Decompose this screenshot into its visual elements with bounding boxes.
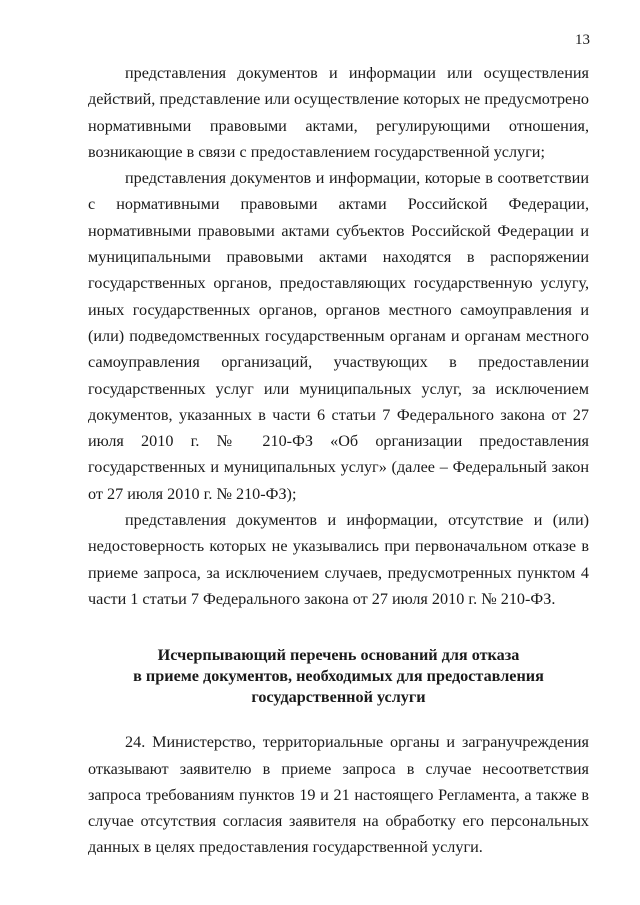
paragraph-documents-in-possession: представления документов и информации, которые в соответствии с нормативными правовыми актами Российской Федерации, нормативными правовыми актами субъектов Российской Федерации и муниципальными правовыми актами находятся в распоряжении государственных органов, предоставляющих государственную услугу, иных государственных органов, органов местного самоуправления и (или) подведомственных государственным органам и органам местного самоуправления организаций, участвующих в предоставлении государственных услуг или муниципальных услуг, за исключением документов, указанных в части 6 статьи 7 Федерального закона от 27 июля 2010 г. № 210-ФЗ «Об организации предоставления государственных и муниципальных услуг» (далее – Федеральный закон от 27 июля 2010 г. № 210-ФЗ); <box>88 169 589 503</box>
section-heading-line: государственной услуги <box>251 688 426 707</box>
section-heading <box>88 645 589 708</box>
document-body <box>88 60 589 861</box>
spacer <box>88 612 589 645</box>
spacer <box>88 708 589 729</box>
section-heading-line: в приеме документов, необходимых для предоставления <box>133 667 544 686</box>
paragraph-24: 24. Министерство, территориальные органы и загранучреждения отказывают заявителю в приеме запроса в случае несоответствия запроса требованиям пунктов 19 и 21 настоящего Регламента, а также в случае отсутствия согласия заявителя на обработку его персональных данных в целях предоставления государственной услуги. <box>88 733 589 857</box>
paragraph-documents-not-required: представления документов и информации или осуществления действий, представление или осуществление которых не предусмотрено нормативными правовыми актами, регулирующими отношения, возникающие в связи с предоставлением государственной услуги; <box>88 64 589 161</box>
section-heading-line: Исчерпывающий перечень оснований для отказа <box>157 646 520 665</box>
paragraph-documents-not-indicated: представления документов и информации, отсутствие и (или) недостоверность которых не указывались при первоначальном отказе в приеме запроса, за исключением случаев, предусмотренных пунктом 4 части 1 статьи 7 Федерального закона от 27 июля 2010 г. № 210-ФЗ. <box>88 511 589 608</box>
page-number: 13 <box>575 32 590 48</box>
